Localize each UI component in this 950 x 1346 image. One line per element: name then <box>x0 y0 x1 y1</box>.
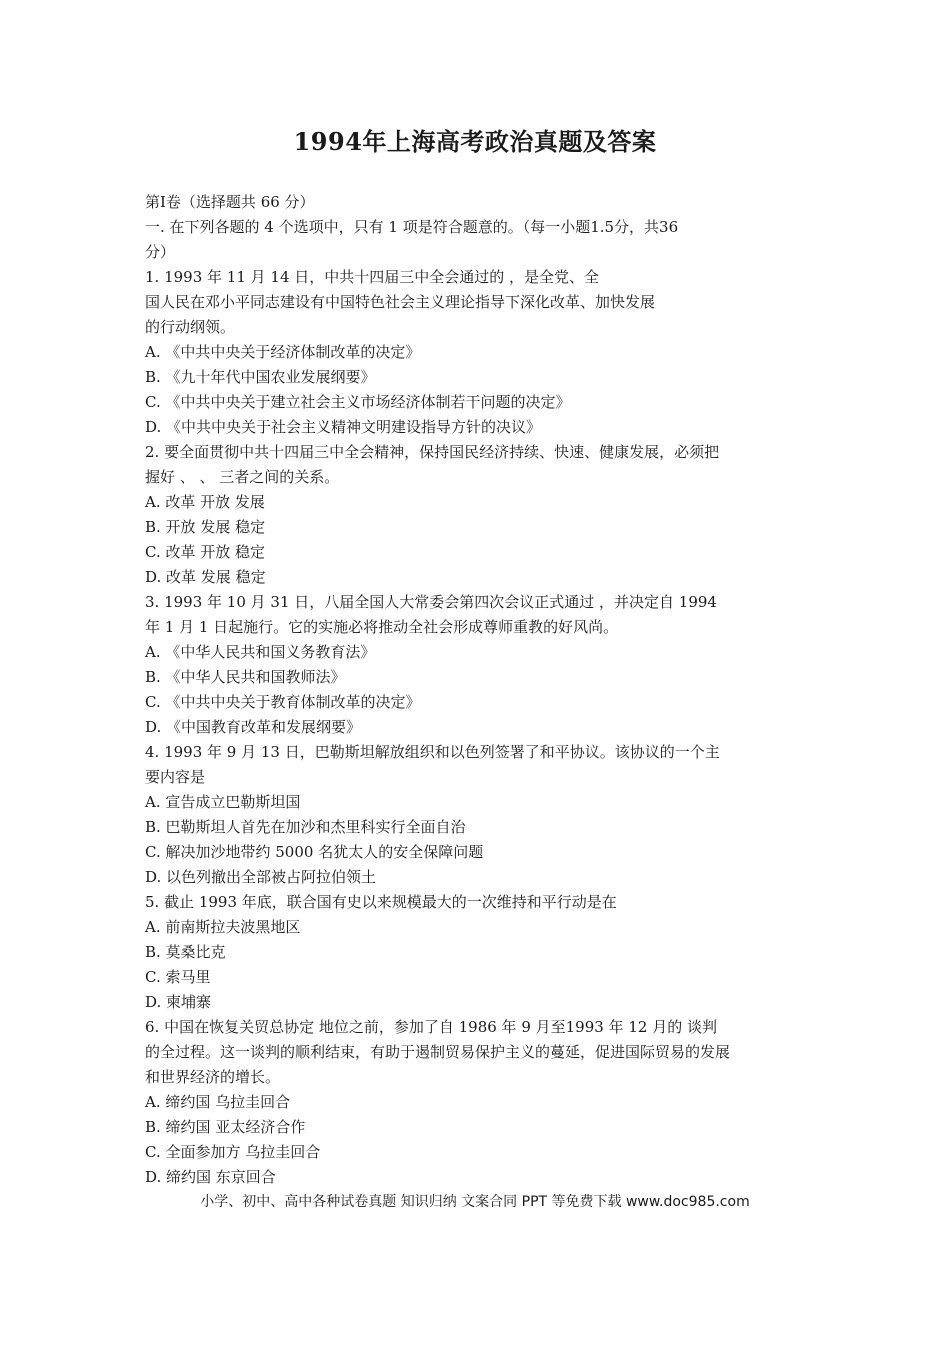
question-6-line: 6. 中国在恢复关贸总协定 地位之前，参加了自 1986 年 9 月至1993 年 12 月的 谈判 <box>145 1018 717 1036</box>
option-line: B. 《九十年代中国农业发展纲要》 <box>145 368 376 386</box>
question-1-line: 1. 1993 年 11 月 14 日，中共十四届三中全会通过的 ，是全党、全 <box>145 268 600 286</box>
option-line: A. 改革 开放 发展 <box>145 493 265 511</box>
question-6-line: 的全过程。这一谈判的顺利结束，有助于遏制贸易保护主义的蔓延，促进国际贸易的发展 <box>145 1043 731 1061</box>
option-line: B. 莫桑比克 <box>145 943 226 961</box>
option-line: A. 《中华人民共和国义务教育法》 <box>145 643 376 661</box>
option-line: A. 宣告成立巴勒斯坦国 <box>145 793 301 811</box>
option-line: C. 索马里 <box>145 968 211 986</box>
option-line: C. 全面参加方 乌拉圭回合 <box>145 1143 321 1161</box>
question-2-line: 握好 、 、 三者之间的关系。 <box>145 468 340 486</box>
option-line: B. 巴勒斯坦人首先在加沙和杰里科实行全面自治 <box>145 818 466 836</box>
option-line: D. 柬埔寨 <box>145 993 212 1011</box>
option-line: D. 改革 发展 稳定 <box>145 568 266 586</box>
page-footer: 小学、初中、高中各种试卷真题 知识归纳 文案合同 PPT 等免费下载 www.doc985.com <box>200 1194 750 1210</box>
option-line: B. 《中华人民共和国教师法》 <box>145 668 346 686</box>
question-1-line: 的行动纲领。 <box>145 318 236 336</box>
option-line: C. 改革 开放 稳定 <box>145 543 266 561</box>
question-5-line: 5. 截止 1993 年底，联合国有史以来规模最大的一次维持和平行动是在 <box>145 893 617 911</box>
question-4-line: 要内容是 <box>145 768 206 786</box>
question-4-line: 4. 1993 年 9 月 13 日，巴勒斯坦解放组织和以色列签署了和平协议。该协议的一个主 <box>145 743 720 761</box>
option-line: D. 《中共中央关于社会主义精神文明建设指导方针的决议》 <box>145 418 542 436</box>
instruction-line: 分） <box>145 243 176 261</box>
option-line: B. 开放 发展 稳定 <box>145 518 266 536</box>
instruction-line: 一. 在下列各题的 4 个选项中，只有 1 项是符合题意的。（每一小题1.5分，共36 <box>145 218 679 236</box>
option-line: D. 缔约国 东京回合 <box>145 1168 276 1186</box>
option-line: D. 以色列撤出全部被占阿拉伯领土 <box>145 868 377 886</box>
question-2-line: 2. 要全面贯彻中共十四届三中全会精神，保持国民经济持续、快速、健康发展，必须把 <box>145 443 720 461</box>
option-line: C. 解决加沙地带约 5000 名犹太人的安全保障问题 <box>145 843 484 861</box>
option-line: C. 《中共中央关于教育体制改革的决定》 <box>145 693 421 711</box>
option-line: C. 《中共中央关于建立社会主义市场经济体制若干问题的决定》 <box>145 393 571 411</box>
option-line: A. 前南斯拉夫波黑地区 <box>145 918 301 936</box>
question-6-line: 和世界经济的增长。 <box>145 1068 281 1086</box>
question-3-line: 3. 1993 年 10 月 31 日，八届全国人大常委会第四次会议正式通过 ，并决定自 1994 <box>145 593 717 611</box>
question-3-line: 年 1 月 1 日起施行。它的实施必将推动全社会形成尊师重教的好风尚。 <box>145 618 619 636</box>
option-line: B. 缔约国 亚太经济合作 <box>145 1118 306 1136</box>
option-line: A. 缔约国 乌拉圭回合 <box>145 1093 291 1111</box>
page-title: 1994年上海高考政治真题及答案 <box>293 127 657 156</box>
option-line: A. 《中共中央关于经济体制改革的决定》 <box>145 343 421 361</box>
section-heading: 第Ⅰ卷（选择题共 66 分） <box>145 193 315 211</box>
question-1-line: 国人民在邓小平同志建设有中国特色社会主义理论指导下深化改革、加快发展 <box>145 293 656 311</box>
option-line: D. 《中国教育改革和发展纲要》 <box>145 718 362 736</box>
document-body <box>145 190 810 1190</box>
